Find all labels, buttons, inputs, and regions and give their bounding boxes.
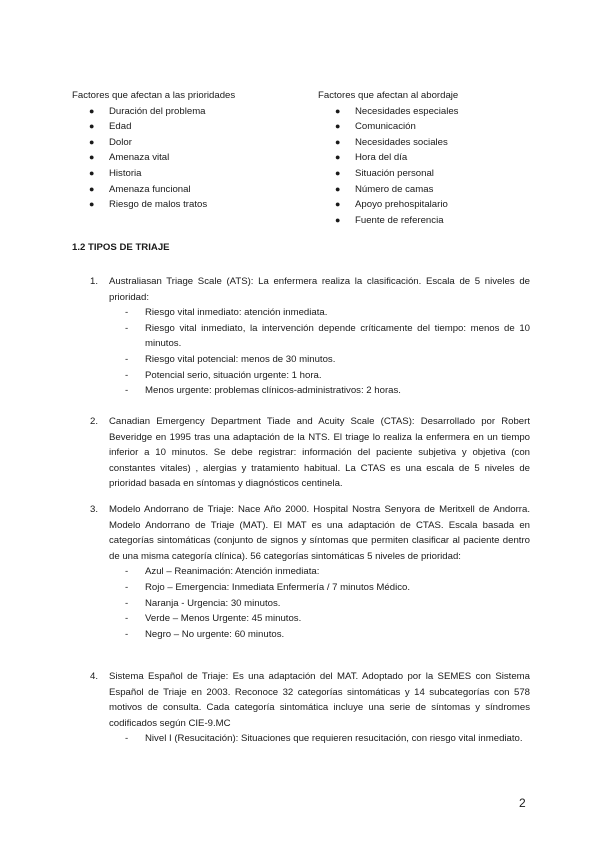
dash-icon: - — [125, 566, 129, 578]
list-item: ● Dolor — [72, 135, 302, 151]
list-item: ● Necesidades sociales — [318, 135, 548, 151]
list-item: ● Riesgo de malos tratos — [72, 197, 302, 213]
list-item: ● Edad — [72, 119, 302, 135]
sub-item: - Nivel I (Resucitación): Situaciones que requieren resucitación, con riesgo vital inmediato. — [145, 731, 530, 747]
dash-icon: - — [125, 613, 129, 625]
bullet-icon: ● — [89, 199, 95, 210]
bullet-icon: ● — [89, 152, 95, 163]
bullet-icon: ● — [335, 199, 341, 210]
item-number: 3. — [90, 504, 99, 515]
list-item: ● Situación personal — [318, 166, 548, 182]
dash-icon: - — [125, 369, 129, 381]
bullet-icon: ● — [335, 214, 341, 225]
factors-approach-column — [318, 88, 548, 228]
list-item-set — [90, 669, 530, 747]
list-item: ● Amenaza funcional — [72, 182, 302, 198]
dash-icon: - — [125, 628, 129, 640]
sub-item: - Azul – Reanimación: Atención inmediata: — [145, 564, 530, 580]
list-item: ● Número de camas — [318, 182, 548, 198]
factors-priorities-heading: Factores que afectan a las prioridades — [72, 90, 236, 101]
list-item: ● Fuente de referencia — [318, 213, 548, 229]
sub-item: - Menos urgente: problemas clínicos-administrativos: 2 horas. — [145, 383, 530, 399]
sub-item: - Rojo – Emergencia: Inmediata Enfermería / 7 minutos Médico. — [145, 580, 530, 596]
list-item: ● Hora del día — [318, 150, 548, 166]
sub-item: - Riesgo vital potencial: menos de 30 minutos. — [145, 352, 530, 368]
bullet-icon: ● — [335, 105, 341, 116]
factors-priorities-column — [72, 88, 302, 213]
list-item-ctas — [90, 414, 530, 492]
list-item-mat — [90, 502, 530, 642]
item-text: Canadian Emergency Department Tiade and Acuity Scale (CTAS): Desarrollado por Robert Beveridge en 1995 tras una adaptación de la NTS. El triage lo realiza la enfermera en un tiempo inferior a 10 minutos. Se debe registrar: información del paciente subjetiva y objetiva (con constantes vitales) , alergias y tratamiento habitual. La CTAS es una escala de 5 niveles de prioridad basada en síntomas y diagnósticos centinela. — [109, 416, 530, 490]
sub-item: - Naranja - Urgencia: 30 minutos. — [145, 596, 530, 612]
item-number: 1. — [90, 276, 99, 287]
sub-item: - Riesgo vital inmediato: atención inmediata. — [145, 305, 530, 321]
list-item-ats — [90, 274, 530, 399]
item-text: Modelo Andorrano de Triaje: Nace Año 2000. Hospital Nostra Senyora de Meritxell de Andorra. Modelo Andorrano de Triaje (MAT). El MAT es una adaptación de CTAS. Escala basada en categorías sintomáticas (conjunto de signos y síntomas que permiten clasificar al paciente dentro de una misma categoría clínica). 56 categorías sintomáticas 5 niveles de prioridad: — [109, 504, 530, 562]
bullet-icon: ● — [335, 136, 341, 147]
dash-icon: - — [125, 581, 129, 593]
list-item: ● Comunicación — [318, 119, 548, 135]
bullet-icon: ● — [335, 167, 341, 178]
bullet-icon: ● — [89, 167, 95, 178]
bullet-icon: ● — [89, 121, 95, 132]
dash-icon: - — [125, 597, 129, 609]
sub-item: - Potencial serio, situación urgente: 1 hora. — [145, 368, 530, 384]
page-number: 2 — [519, 796, 526, 810]
list-item: ● Necesidades especiales — [318, 104, 548, 120]
list-item: ● Apoyo prehospitalario — [318, 197, 548, 213]
dash-icon: - — [125, 733, 129, 745]
item-number: 2. — [90, 416, 99, 427]
list-item: ● Amenaza vital — [72, 150, 302, 166]
bullet-icon: ● — [89, 183, 95, 194]
list-item: ● Duración del problema — [72, 104, 302, 120]
bullet-icon: ● — [335, 152, 341, 163]
sub-item: - Negro – No urgente: 60 minutos. — [145, 627, 530, 643]
section-title: 1.2 TIPOS DE TRIAJE — [72, 242, 170, 253]
dash-icon: - — [125, 322, 129, 334]
list-item: ● Historia — [72, 166, 302, 182]
bullet-icon: ● — [335, 183, 341, 194]
bullet-icon: ● — [89, 136, 95, 147]
dash-icon: - — [125, 307, 129, 319]
bullet-icon: ● — [335, 121, 341, 132]
sub-item: - Riesgo vital inmediato, la intervención depende críticamente del tiempo: menos de 10 minutos. — [125, 322, 530, 350]
sub-item: - Verde – Menos Urgente: 45 minutos. — [145, 611, 530, 627]
item-number: 4. — [90, 671, 99, 682]
item-text: Australiasan Triage Scale (ATS): La enfermera realiza la clasificación. Escala de 5 niveles de prioridad: — [109, 276, 530, 303]
factors-approach-heading: Factores que afectan al abordaje — [318, 90, 459, 101]
dash-icon: - — [125, 353, 129, 365]
bullet-icon: ● — [89, 105, 95, 116]
item-text: Sistema Español de Triaje: Es una adaptación del MAT. Adoptado por la SEMES con Sistema Español de Triaje en 2003. Reconoce 32 categorías sintomáticas y 14 subcategorías con 578 motivos de consulta. Cada categoría sintomática incluye una serie de síntomas y síndromes codificados según CIE-9.MC — [109, 671, 530, 729]
dash-icon: - — [125, 385, 129, 397]
